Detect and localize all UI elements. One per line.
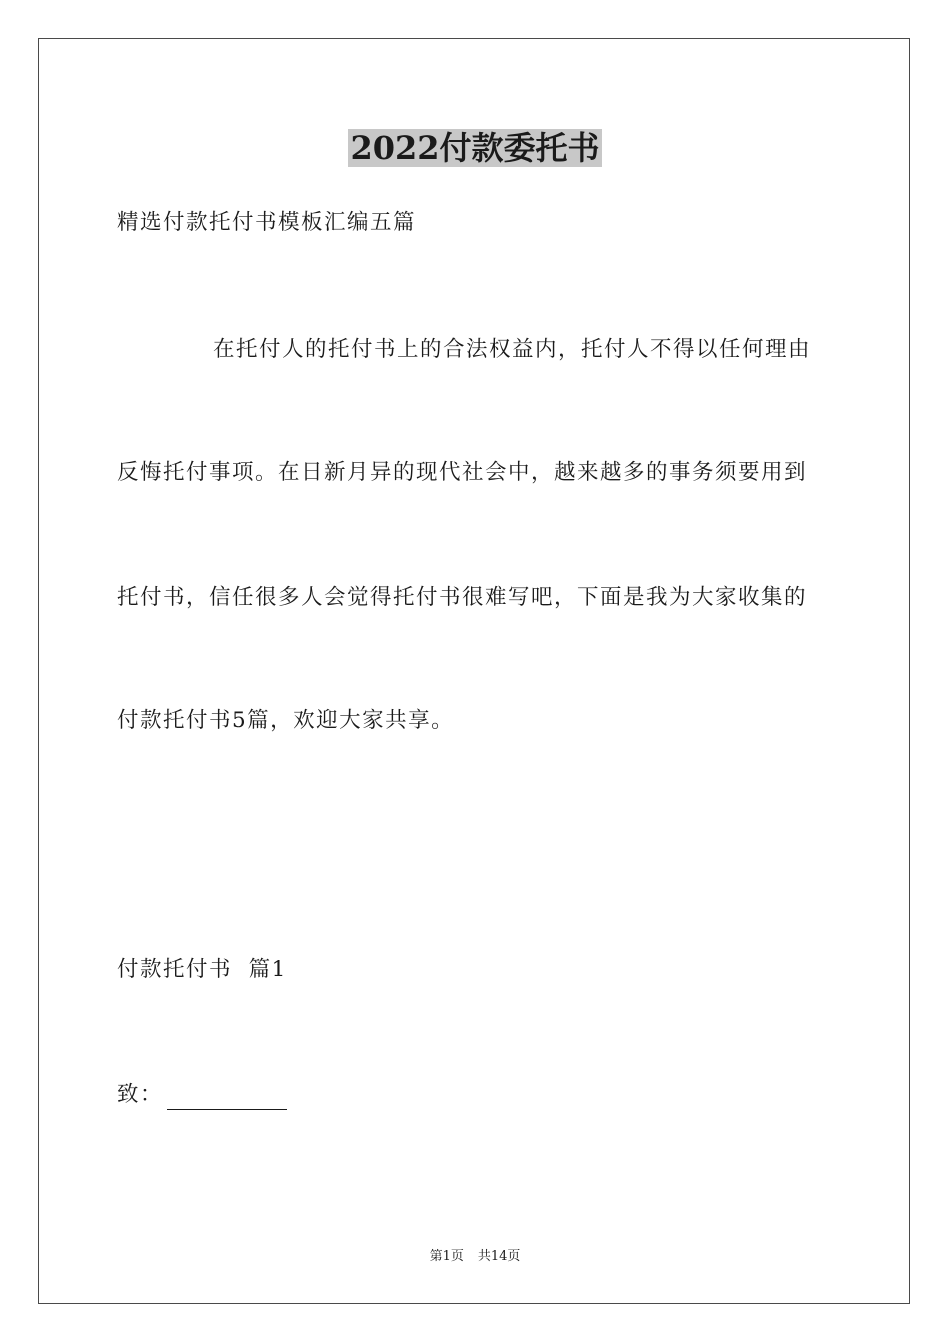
addressee-label: 致： xyxy=(117,1082,164,1107)
page-number-current: 第1页 xyxy=(429,1249,464,1264)
intro-line-1: 在托付人的托付书上的合法权益内，托付人不得以任何理由 xyxy=(213,337,812,362)
page-number-total: 共14页 xyxy=(477,1249,521,1264)
page-footer xyxy=(0,1248,950,1266)
document-subtitle: 精选付款托付书模板汇编五篇 xyxy=(117,210,417,235)
document-title xyxy=(0,126,950,170)
section-heading xyxy=(117,955,837,985)
addressee-line xyxy=(117,1080,837,1110)
intro-line-4: 付款托付书5篇，欢迎大家共享。 xyxy=(117,708,455,733)
title-text: 2022付款委托书 xyxy=(350,129,600,167)
intro-line-2: 反悔托付事项。在日新月异的现代社会中，越来越多的事务须要用到 xyxy=(117,460,808,485)
addressee-blank-field xyxy=(167,1087,287,1110)
intro-line-3: 托付书，信任很多人会觉得托付书很难写吧，下面是我为大家收集的 xyxy=(117,585,808,610)
section-heading-text: 付款托付书 篇1 xyxy=(117,957,287,982)
